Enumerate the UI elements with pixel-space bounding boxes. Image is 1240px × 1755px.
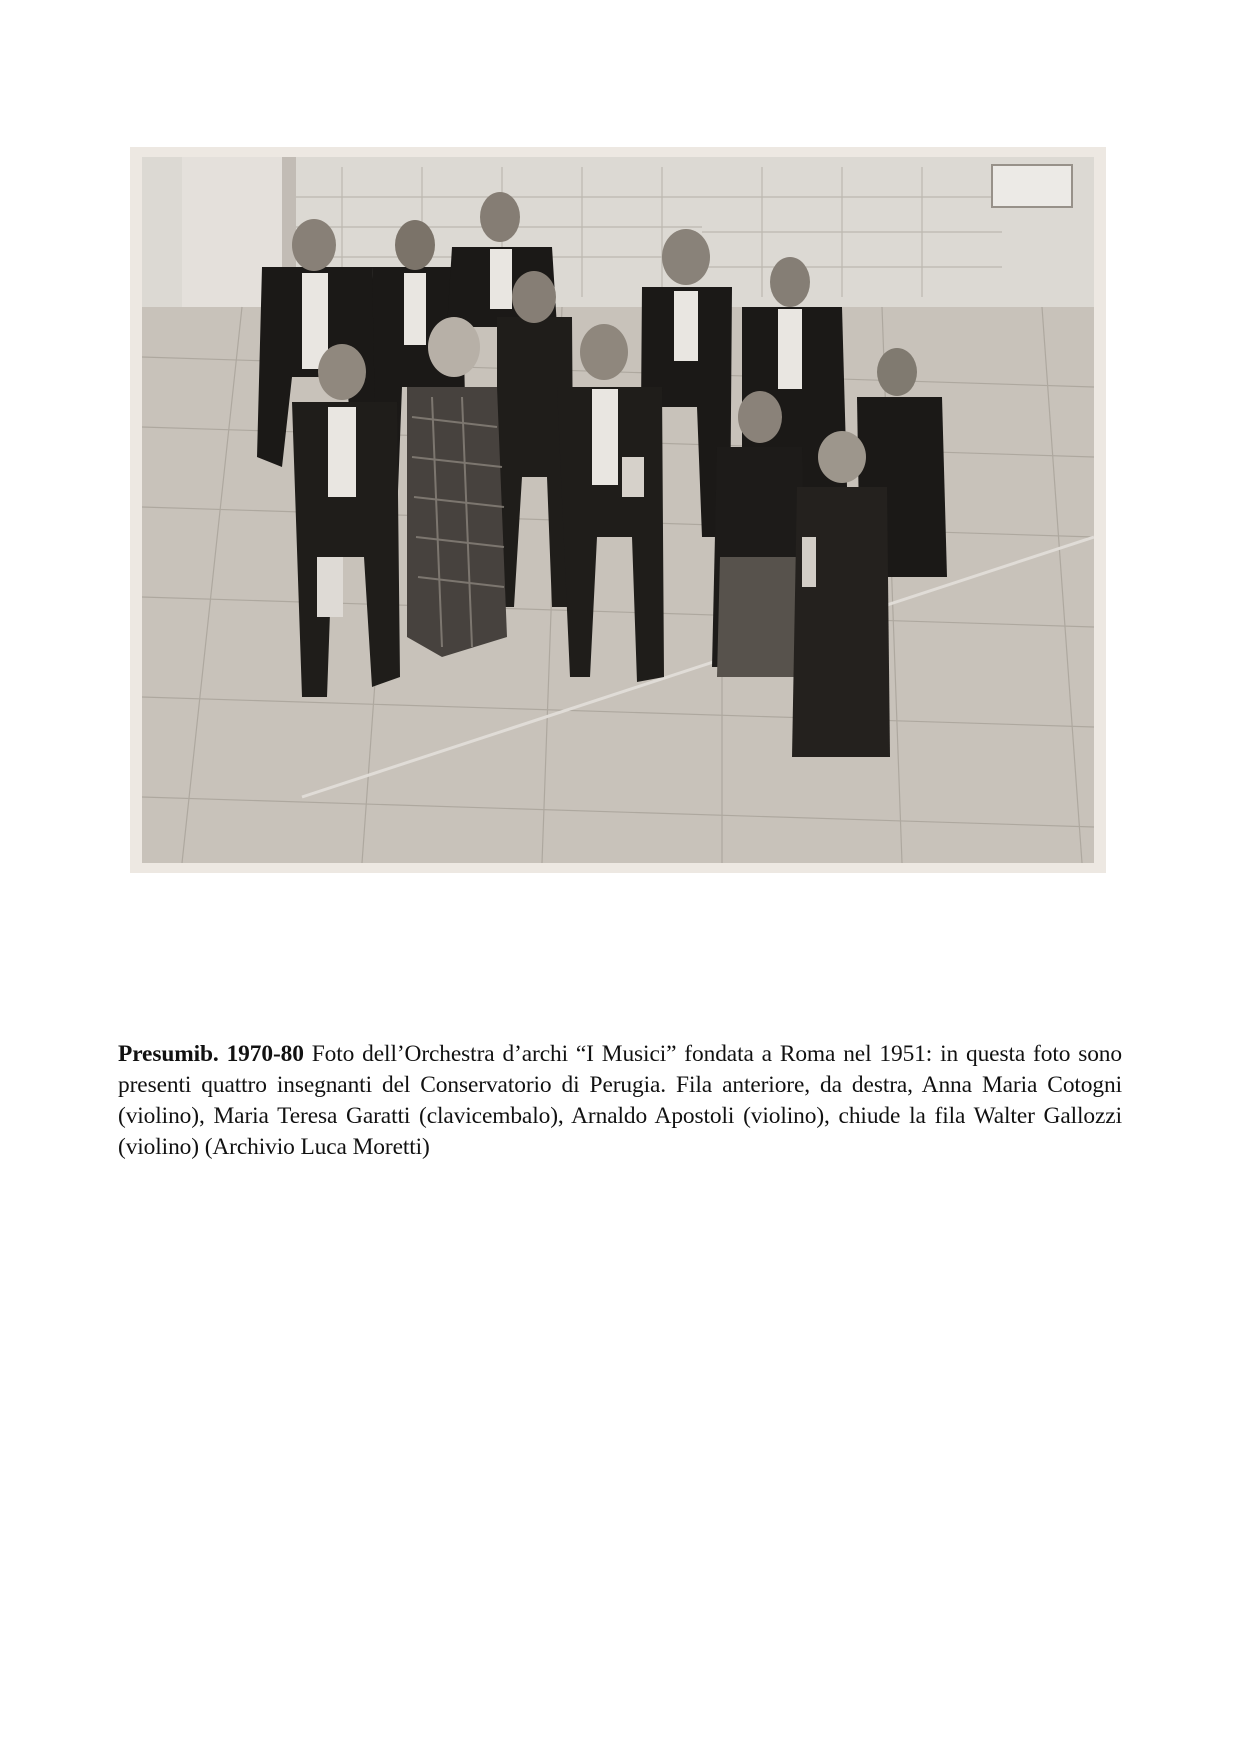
photo-frame [130, 147, 1106, 873]
group-photograph [142, 157, 1094, 863]
photo-caption [118, 1039, 1122, 1163]
caption-date-label: Presumib. 1970-80 [118, 1041, 304, 1068]
caption-text: Foto dell’Orchestra d’archi “I Musici” fondata a Roma nel 1951: in questa foto sono presenti quattro insegnanti del Conservatorio di Perugia. Fila anteriore, da destra, Anna Maria Cotogni (violino), Maria Teresa Garatti (clavicembalo), Arnaldo Apostoli (violino), chiude la fila Walter Gallozzi (violino) (Archivio Luca Moretti) [118, 1041, 1122, 1161]
